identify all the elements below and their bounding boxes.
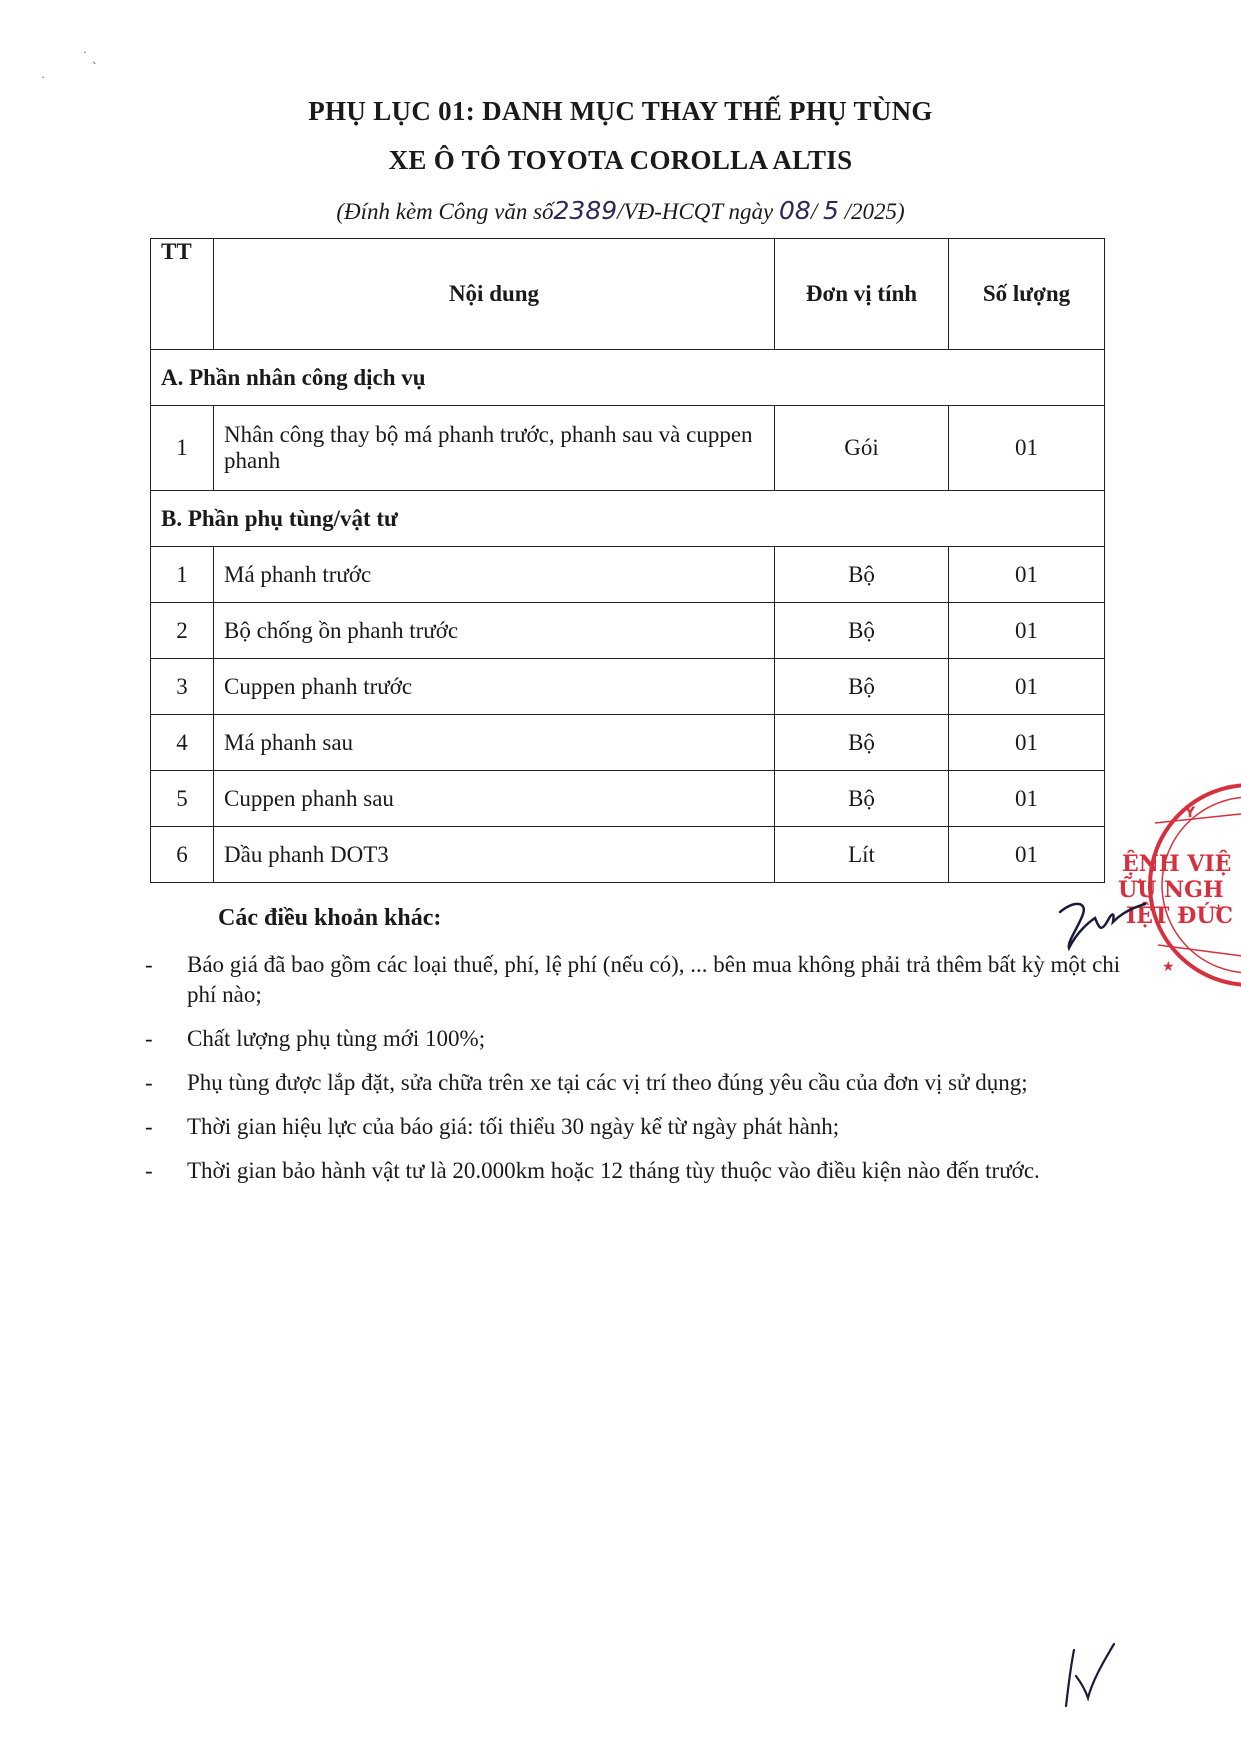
- bullet-dash: -: [145, 952, 153, 977]
- cell-quantity: 01: [949, 715, 1105, 771]
- stamp-star: ★: [1162, 959, 1175, 975]
- column-header-unit: Đơn vị tính: [775, 239, 949, 350]
- attachment-reference: [0, 196, 1241, 225]
- handwritten-doc-number: 2389: [553, 196, 618, 225]
- attachment-prefix: (Đính kèm Công văn số: [336, 199, 554, 224]
- term-text: Thời gian bảo hành vật tư là 20.000km hoặc 12 tháng tùy thuộc vào điều kiện nào đến trước.: [187, 1158, 1040, 1183]
- section-row-a: [151, 350, 1105, 406]
- parts-table: [150, 238, 1105, 883]
- column-header-content: Nội dung: [214, 239, 775, 350]
- term-text: Chất lượng phụ tùng mới 100%;: [187, 1026, 486, 1051]
- cell-quantity: 01: [949, 603, 1105, 659]
- cell-content: Má phanh sau: [214, 715, 775, 771]
- cell-unit: Gói: [775, 406, 949, 491]
- column-header-quantity: Số lượng: [949, 239, 1105, 350]
- cell-unit: Bộ: [775, 659, 949, 715]
- section-title-a: A. Phần nhân công dịch vụ: [151, 350, 1105, 406]
- stamp-text-2: ỮU NGH: [1118, 877, 1224, 903]
- column-header-tt: TT: [151, 239, 214, 350]
- handwritten-initials: [1062, 1640, 1122, 1710]
- table-row: [151, 827, 1105, 883]
- cell-quantity: 01: [949, 659, 1105, 715]
- term-text: Báo giá đã bao gồm các loại thuế, phí, lệ phí (nếu có), ... bên mua không phải trả thêm bất kỳ một chi phí nào;: [187, 952, 1121, 1007]
- scan-speck: ˙: [40, 75, 46, 89]
- table-header-row: [151, 239, 1105, 350]
- cell-unit: Bộ: [775, 603, 949, 659]
- table-row: [151, 406, 1105, 491]
- bullet-dash: -: [145, 1158, 153, 1183]
- cell-content: Bộ chống ồn phanh trước: [214, 603, 775, 659]
- cell-quantity: 01: [949, 771, 1105, 827]
- date-separator: /: [810, 199, 818, 224]
- initials-stroke: [1066, 1644, 1114, 1706]
- list-item: [145, 1156, 1145, 1186]
- stamp-top-letter: Y: [1185, 805, 1196, 821]
- stamp-line: [1158, 945, 1241, 957]
- cell-content: Cuppen phanh trước: [214, 659, 775, 715]
- cell-quantity: 01: [949, 827, 1105, 883]
- cell-tt: 1: [151, 547, 214, 603]
- cell-content: Dầu phanh DOT3: [214, 827, 775, 883]
- cell-content: Cuppen phanh sau: [214, 771, 775, 827]
- cell-unit: Lít: [775, 827, 949, 883]
- handwritten-signature: [1055, 892, 1150, 952]
- cell-tt: 5: [151, 771, 214, 827]
- cell-quantity: 01: [949, 547, 1105, 603]
- terms-heading: Các điều khoản khác:: [218, 905, 442, 931]
- section-row-b: [151, 491, 1105, 547]
- list-item: [145, 1024, 1145, 1054]
- official-stamp: [1100, 775, 1241, 995]
- doc-code: /VĐ-HCQT ngày: [617, 199, 774, 224]
- cell-tt: 3: [151, 659, 214, 715]
- handwritten-day: 08: [779, 196, 811, 225]
- cell-tt: 6: [151, 827, 214, 883]
- cell-unit: Bộ: [775, 547, 949, 603]
- list-item: [145, 1112, 1145, 1142]
- document-subtitle: XE Ô TÔ TOYOTA COROLLA ALTIS: [388, 145, 853, 175]
- stamp-text-3: IỆT ĐỨC: [1126, 903, 1234, 929]
- cell-quantity: 01: [949, 406, 1105, 491]
- stamp-text-1: ỆNH VIỆ: [1122, 851, 1232, 877]
- table-row: [151, 547, 1105, 603]
- date-year: /2025): [844, 199, 905, 224]
- cell-tt: 4: [151, 715, 214, 771]
- bullet-dash: -: [145, 1114, 153, 1139]
- list-item: [145, 950, 1145, 1010]
- list-item: [145, 1068, 1145, 1098]
- cell-unit: Bộ: [775, 715, 949, 771]
- table-row: [151, 715, 1105, 771]
- cell-content: Má phanh trước: [214, 547, 775, 603]
- signature-stroke: [1060, 904, 1145, 948]
- document-title: PHỤ LỤC 01: DANH MỤC THAY THẾ PHỤ TÙNG: [308, 96, 933, 126]
- term-text: Thời gian hiệu lực của báo giá: tối thiểu 30 ngày kể từ ngày phát hành;: [187, 1114, 840, 1139]
- table-row: [151, 603, 1105, 659]
- cell-tt: 1: [151, 406, 214, 491]
- terms-list: [145, 950, 1145, 1200]
- handwritten-month: 5: [822, 196, 839, 225]
- scan-speck: ˙ ˎ: [82, 50, 98, 64]
- bullet-dash: -: [145, 1026, 153, 1051]
- section-title-b: B. Phần phụ tùng/vật tư: [151, 491, 1105, 547]
- cell-tt: 2: [151, 603, 214, 659]
- term-text: Phụ tùng được lắp đặt, sửa chữa trên xe tại các vị trí theo đúng yêu cầu của đơn vị sử dụng;: [187, 1070, 1028, 1095]
- table-row: [151, 771, 1105, 827]
- table-row: [151, 659, 1105, 715]
- cell-unit: Bộ: [775, 771, 949, 827]
- cell-content: Nhân công thay bộ má phanh trước, phanh sau và cuppen phanh: [214, 406, 775, 491]
- bullet-dash: -: [145, 1070, 153, 1095]
